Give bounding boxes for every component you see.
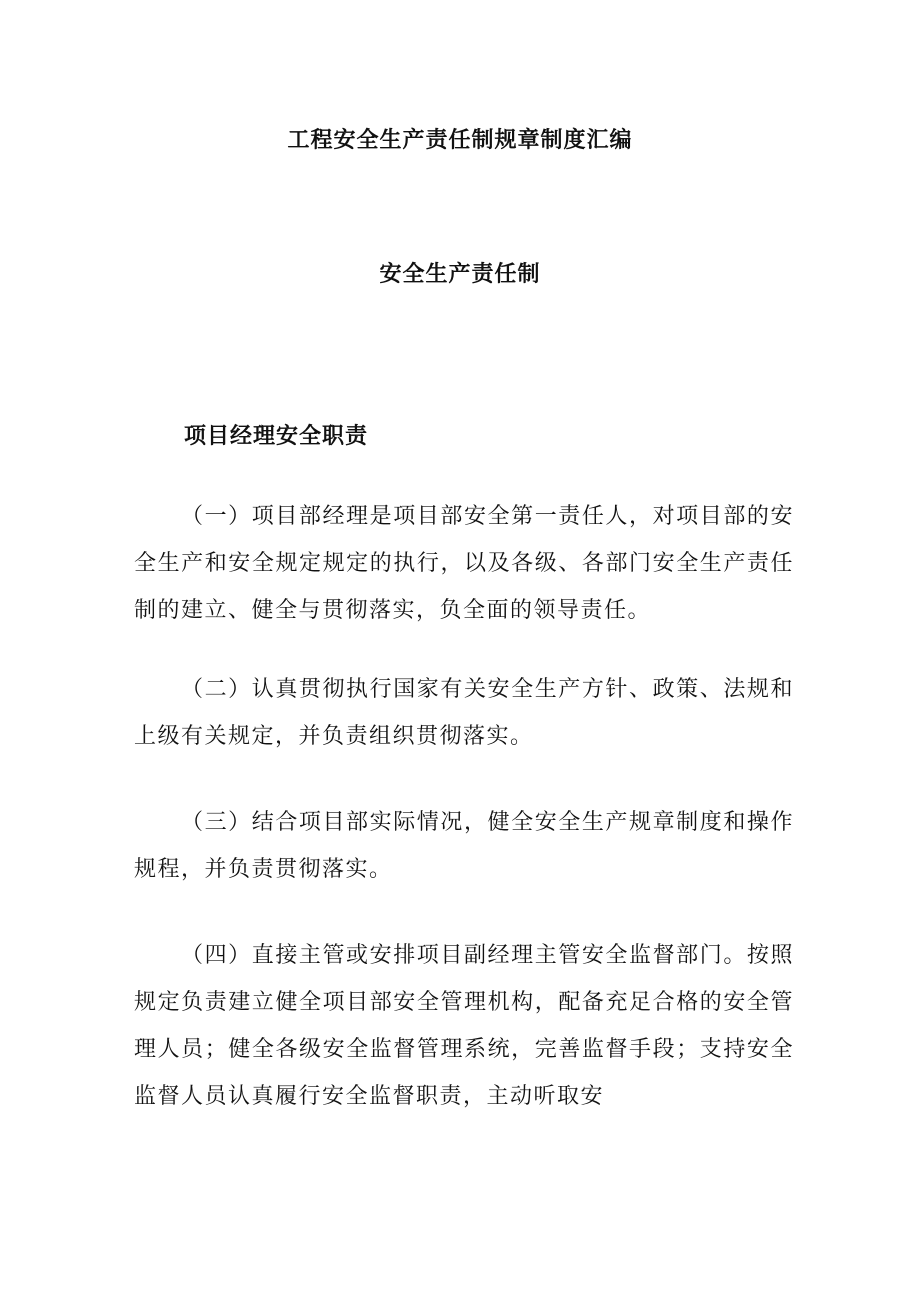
document-title: 工程安全生产责任制规章制度汇编: [287, 127, 633, 153]
sub-heading: 项目经理安全职责: [184, 423, 369, 449]
paragraph-1: （一）项目部经理是项目部安全第一责任人，对项目部的安全生产和安全规定规定的执行，以及各级、各部门安全生产责任制的建立、健全与贯彻落实，负全面的领导责任。: [134, 504, 794, 623]
paragraph-3: （三）结合项目部实际情况，健全安全生产规章制度和操作规程，并负责贯彻落实。: [134, 810, 794, 882]
section-title: 安全生产责任制: [379, 261, 541, 287]
paragraph-4: （四）直接主管或安排项目副经理主管安全监督部门。按照规定负责建立健全项目部安全管理机构，配备充足合格的安全管理人员；健全各级安全监督管理系统，完善监督手段；支持安全监督人员认真履行安全监督职责，主动听取安: [134, 943, 794, 1109]
paragraph-2: （二）认真贯彻执行国家有关安全生产方针、政策、法规和上级有关规定，并负责组织贯彻落实。: [134, 677, 794, 749]
